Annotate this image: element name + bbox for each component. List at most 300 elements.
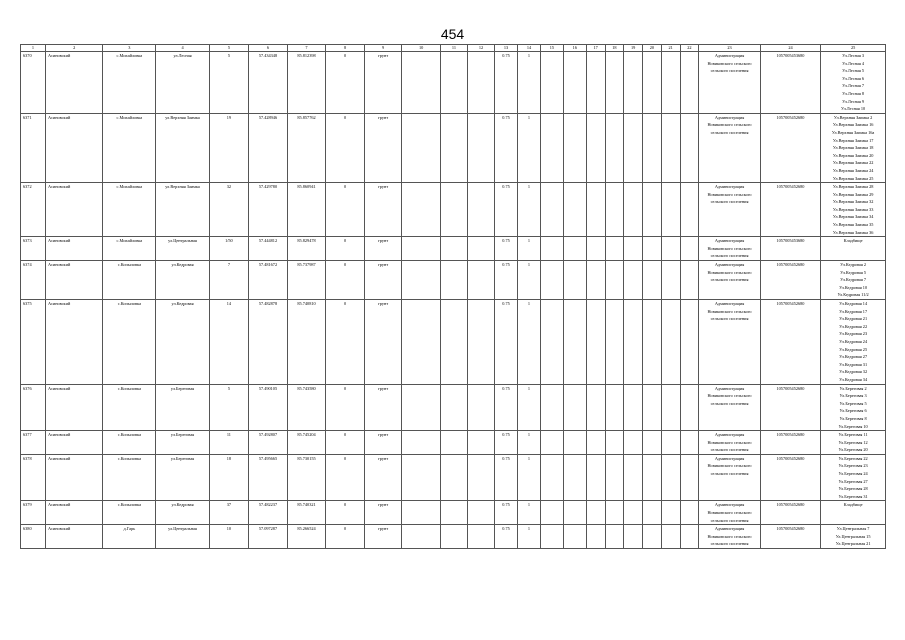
served-address: Ул.Кедровая 21 <box>839 316 868 322</box>
served-address: Ул.Кедровая 23 <box>839 331 868 337</box>
settlement-cell: с.Михайловка <box>103 237 156 261</box>
empty-cell <box>563 454 586 501</box>
count-cell: 0 <box>326 300 365 385</box>
served-address: Ул.Верхняя Заимка 17 <box>832 137 874 143</box>
surface-cell: грунт <box>364 525 402 549</box>
empty-cell <box>643 501 662 525</box>
empty-cell <box>540 501 563 525</box>
served-addresses-cell <box>821 237 886 261</box>
served-address: Ул.Кедровая 31 <box>839 361 868 367</box>
served-address: Ул.Верхняя Заимка 25 <box>832 175 874 181</box>
street-cell: ул.Береговая <box>156 431 209 455</box>
served-address: Ул.Лесная 5 <box>842 68 865 74</box>
column-number-header: 4 <box>156 45 209 52</box>
longitude-cell: 85.812398 <box>287 52 326 114</box>
owner-line: Новиковского сельского <box>707 245 752 251</box>
latitude-cell: 57.481672 <box>249 261 288 300</box>
served-address: Ул.Кедровая 5 <box>840 269 867 275</box>
owner-line: Новиковского сельского <box>707 393 752 399</box>
served-address: Ул.Верхняя Заимка 2 <box>833 114 873 120</box>
latitude-cell: 57.434348 <box>249 52 288 114</box>
empty-cell <box>540 384 563 431</box>
served-address: Ул.Верхняя Заимка 28 <box>832 184 874 190</box>
surface-cell: грунт <box>364 431 402 455</box>
column-number-header: 20 <box>643 45 662 52</box>
longitude-cell: 85.266524 <box>287 525 326 549</box>
served-address: Ул.Лесная 9 <box>842 98 865 104</box>
served-address: Ул.Береговая 23 <box>838 463 868 469</box>
street-cell: ул.Кедровая <box>156 261 209 300</box>
served-address: Ул.Береговая 3 <box>839 393 867 399</box>
owner-line: Новиковского сельского <box>707 60 752 66</box>
column-number-header: 7 <box>287 45 326 52</box>
empty-cell <box>467 261 494 300</box>
empty-cell <box>680 525 699 549</box>
surface-cell: грунт <box>364 113 402 182</box>
empty-cell <box>440 501 467 525</box>
served-address: Ул.Верхняя Заимка 16а <box>831 129 875 135</box>
column-number-header: 19 <box>624 45 643 52</box>
surface-cell: грунт <box>364 237 402 261</box>
column-number-header: 10 <box>402 45 441 52</box>
street-cell: ул.Центральная <box>156 237 209 261</box>
empty-cell <box>643 183 662 237</box>
owner-line: сельского поселения <box>710 253 749 259</box>
empty-cell <box>563 237 586 261</box>
column-number-row <box>21 45 886 52</box>
column-number-header: 6 <box>249 45 288 52</box>
served-address: Ул.Береговая 22 <box>838 455 868 461</box>
count-cell: 0 <box>326 113 365 182</box>
empty-cell <box>661 300 680 385</box>
empty-cell <box>643 52 662 114</box>
owner-line: Администрация <box>714 238 745 244</box>
table-row <box>21 501 886 525</box>
served-address: Ул.Верхняя Заимка 24 <box>832 167 874 173</box>
ogrn-cell: 1057005452680 <box>760 300 820 385</box>
empty-cell <box>467 384 494 431</box>
column-number-header: 16 <box>563 45 586 52</box>
container-count-cell: 1 <box>518 261 541 300</box>
column-number-header: 11 <box>440 45 467 52</box>
empty-cell <box>680 113 699 182</box>
empty-cell <box>624 261 643 300</box>
container-count-cell: 1 <box>518 183 541 237</box>
empty-cell <box>586 183 605 237</box>
empty-cell <box>605 454 624 501</box>
ogrn-cell: 1057005452680 <box>760 501 820 525</box>
house-cell: 7 <box>209 261 249 300</box>
longitude-cell: 85.860941 <box>287 183 326 237</box>
house-cell: 1/50 <box>209 237 249 261</box>
count-cell: 0 <box>326 384 365 431</box>
volume-cell: 0.75 <box>495 237 518 261</box>
owner-line: Администрация <box>714 184 745 190</box>
surface-cell: грунт <box>364 384 402 431</box>
row-id: 6374 <box>21 261 46 300</box>
street-cell: ул.Верхняя Заимка <box>156 113 209 182</box>
empty-cell <box>563 431 586 455</box>
empty-cell <box>586 237 605 261</box>
empty-cell <box>605 300 624 385</box>
column-number-header: 12 <box>467 45 494 52</box>
container-count-cell: 1 <box>518 431 541 455</box>
settlement-cell: с.Михайловка <box>103 183 156 237</box>
row-id: 6377 <box>21 431 46 455</box>
row-id: 6375 <box>21 300 46 385</box>
empty-cell <box>402 261 441 300</box>
empty-cell <box>661 431 680 455</box>
table-row <box>21 237 886 261</box>
served-address: Ул.Кедровая 24 <box>839 338 868 344</box>
owner-line: Администрация <box>714 301 745 306</box>
empty-cell <box>643 261 662 300</box>
ogrn-cell: 1057005452680 <box>760 113 820 182</box>
latitude-cell: 57.490105 <box>249 384 288 431</box>
served-address: Ул.Береговая 6 <box>839 408 867 414</box>
house-cell: 11 <box>209 431 249 455</box>
street-cell: ул.Береговая <box>156 454 209 501</box>
district-cell: Асиновский <box>46 525 103 549</box>
latitude-cell: 57.428946 <box>249 113 288 182</box>
latitude-cell: 57.429780 <box>249 183 288 237</box>
owner-cell <box>699 52 760 114</box>
empty-cell <box>402 525 441 549</box>
row-id: 6373 <box>21 237 46 261</box>
empty-cell <box>402 431 441 455</box>
empty-cell <box>624 52 643 114</box>
count-cell: 0 <box>326 501 365 525</box>
district-cell: Асиновский <box>46 431 103 455</box>
volume-cell: 0.75 <box>495 431 518 455</box>
empty-cell <box>680 501 699 525</box>
row-id: 6372 <box>21 183 46 237</box>
empty-cell <box>661 113 680 182</box>
empty-cell <box>467 52 494 114</box>
served-address: Ул.Береговая 5 <box>839 400 867 406</box>
empty-cell <box>680 384 699 431</box>
empty-cell <box>643 113 662 182</box>
house-cell: 18 <box>209 454 249 501</box>
empty-cell <box>624 431 643 455</box>
served-address: Ул.Лесная 3 <box>842 53 865 58</box>
served-address: Ул.Верхняя Заимка 29 <box>832 191 874 197</box>
owner-line: сельского поселения <box>710 277 749 283</box>
column-number-header: 23 <box>699 45 760 52</box>
served-address: Ул.Кедровая 25 <box>839 346 868 352</box>
owner-line: Новиковского сельского <box>707 122 752 128</box>
empty-cell <box>680 431 699 455</box>
latitude-cell: 57.097287 <box>249 525 288 549</box>
empty-cell <box>402 113 441 182</box>
empty-cell <box>605 183 624 237</box>
served-addresses-cell <box>821 113 886 182</box>
served-address: Ул.Кедровая 2 <box>840 262 867 268</box>
volume-cell: 0.75 <box>495 52 518 114</box>
owner-line: Администрация <box>714 455 745 461</box>
served-address: Ул.Верхняя Заимка 35 <box>832 222 874 228</box>
column-number-header: 25 <box>821 45 886 52</box>
owner-cell <box>699 525 760 549</box>
empty-cell <box>467 113 494 182</box>
empty-cell <box>661 384 680 431</box>
empty-cell <box>586 384 605 431</box>
empty-cell <box>440 237 467 261</box>
empty-cell <box>643 384 662 431</box>
empty-cell <box>680 261 699 300</box>
empty-cell <box>402 183 441 237</box>
container-count-cell: 1 <box>518 113 541 182</box>
row-id: 6379 <box>21 501 46 525</box>
settlement-cell: с.Копыловка <box>103 261 156 300</box>
empty-cell <box>605 431 624 455</box>
table-row <box>21 52 886 114</box>
count-cell: 0 <box>326 52 365 114</box>
empty-cell <box>586 300 605 385</box>
house-cell: 10 <box>209 525 249 549</box>
empty-cell <box>440 52 467 114</box>
column-number-header: 14 <box>518 45 541 52</box>
ogrn-cell: 1057005453680 <box>760 237 820 261</box>
empty-cell <box>563 501 586 525</box>
house-cell: 19 <box>209 113 249 182</box>
column-number-header: 24 <box>760 45 820 52</box>
owner-line: Администрация <box>714 53 745 58</box>
owner-line: сельского поселения <box>710 199 749 205</box>
owner-line: Администрация <box>714 502 745 508</box>
longitude-cell: 85.737987 <box>287 261 326 300</box>
served-address: Ул.Лесная 10 <box>841 106 866 112</box>
empty-cell <box>586 113 605 182</box>
column-number-header: 21 <box>661 45 680 52</box>
house-cell: 32 <box>209 183 249 237</box>
owner-line: Администрация <box>714 262 745 268</box>
ogrn-cell: 1057005452680 <box>760 183 820 237</box>
container-count-cell: 1 <box>518 454 541 501</box>
empty-cell <box>540 431 563 455</box>
empty-cell <box>540 525 563 549</box>
container-count-cell: 1 <box>518 384 541 431</box>
empty-cell <box>680 300 699 385</box>
volume-cell: 0.75 <box>495 525 518 549</box>
empty-cell <box>586 261 605 300</box>
served-address: Ул.Лесная 4 <box>842 60 865 66</box>
longitude-cell: 85.740321 <box>287 501 326 525</box>
table-row <box>21 261 886 300</box>
owner-line: Администрация <box>714 526 745 532</box>
empty-cell <box>402 52 441 114</box>
served-address: Ул.Центральная 7 <box>836 526 870 532</box>
served-address: Ул.Верхняя Заимка 18 <box>832 145 874 151</box>
empty-cell <box>467 300 494 385</box>
empty-cell <box>586 431 605 455</box>
empty-cell <box>680 52 699 114</box>
column-number-header: 22 <box>680 45 699 52</box>
settlement-cell: с.Копыловка <box>103 501 156 525</box>
district-cell: Асиновский <box>46 52 103 114</box>
empty-cell <box>402 300 441 385</box>
empty-cell <box>624 237 643 261</box>
owner-line: Новиковского сельского <box>707 269 752 275</box>
owner-cell <box>699 501 760 525</box>
ogrn-cell: 1057005452680 <box>760 454 820 501</box>
empty-cell <box>467 183 494 237</box>
empty-cell <box>661 261 680 300</box>
served-addresses-cell <box>821 525 886 549</box>
served-address: Ул.Лесная 6 <box>842 75 865 81</box>
container-count-cell: 1 <box>518 501 541 525</box>
longitude-cell: 85.740810 <box>287 300 326 385</box>
empty-cell <box>605 384 624 431</box>
street-cell: ул.Кедровая <box>156 501 209 525</box>
owner-line: Новиковского сельского <box>707 308 752 314</box>
served-address: Ул.Кедровая 34 <box>839 376 868 382</box>
column-number-header: 2 <box>46 45 103 52</box>
empty-cell <box>661 183 680 237</box>
column-number-header: 3 <box>103 45 156 52</box>
row-id: 6371 <box>21 113 46 182</box>
served-address: Ул.Лесная 8 <box>842 90 865 96</box>
empty-cell <box>586 454 605 501</box>
served-address: Ул.Береговая 10 <box>838 423 868 429</box>
served-address: Ул.Верхняя Заимка 20 <box>832 152 874 158</box>
empty-cell <box>440 261 467 300</box>
district-cell: Асиновский <box>46 300 103 385</box>
latitude-cell: 57.444812 <box>249 237 288 261</box>
served-address: Ул.Кедровая 32 <box>839 369 868 375</box>
owner-line: Администрация <box>714 432 745 438</box>
ogrn-cell: 1057005452680 <box>760 525 820 549</box>
district-cell: Асиновский <box>46 113 103 182</box>
table-body <box>21 52 886 549</box>
longitude-cell: 85.730155 <box>287 454 326 501</box>
served-address: Кладбище <box>843 502 863 508</box>
served-address: Ул.Кедровая 17 <box>839 308 868 314</box>
empty-cell <box>586 525 605 549</box>
empty-cell <box>540 300 563 385</box>
volume-cell: 0.75 <box>495 261 518 300</box>
empty-cell <box>624 525 643 549</box>
owner-line: Новиковского сельского <box>707 439 752 445</box>
served-address: Кладбище <box>843 238 863 244</box>
owner-cell <box>699 261 760 300</box>
owner-line: сельского поселения <box>710 541 749 547</box>
latitude-cell: 57.492807 <box>249 431 288 455</box>
empty-cell <box>643 525 662 549</box>
served-address: Ул.Верхняя Заимка 22 <box>832 160 874 166</box>
volume-cell: 0.75 <box>495 300 518 385</box>
container-count-cell: 1 <box>518 52 541 114</box>
owner-line: сельского поселения <box>710 68 749 74</box>
street-cell: ул.Верхняя Заимка <box>156 183 209 237</box>
table-row <box>21 384 886 431</box>
table-row <box>21 113 886 182</box>
house-cell: 5 <box>209 52 249 114</box>
served-address: Ул.Кедровая 10 <box>839 284 868 290</box>
owner-line: сельского поселения <box>710 517 749 523</box>
row-id: 6380 <box>21 525 46 549</box>
count-cell: 0 <box>326 237 365 261</box>
empty-cell <box>440 300 467 385</box>
district-cell: Асиновский <box>46 237 103 261</box>
owner-line: Новиковского сельского <box>707 191 752 197</box>
empty-cell <box>661 237 680 261</box>
column-number-header: 5 <box>209 45 249 52</box>
owner-line: сельского поселения <box>710 316 749 322</box>
empty-cell <box>540 261 563 300</box>
column-number-header: 13 <box>495 45 518 52</box>
district-cell: Асиновский <box>46 501 103 525</box>
served-address: Ул.Береговая 12 <box>838 439 868 445</box>
empty-cell <box>661 52 680 114</box>
street-cell: ул.Центральная <box>156 525 209 549</box>
house-cell: 14 <box>209 300 249 385</box>
empty-cell <box>624 113 643 182</box>
count-cell: 0 <box>326 183 365 237</box>
table-row <box>21 525 886 549</box>
ogrn-cell: 1057005452680 <box>760 261 820 300</box>
settlement-cell: с.Копыловка <box>103 431 156 455</box>
longitude-cell: 85.857762 <box>287 113 326 182</box>
served-address: Ул.Лесная 7 <box>842 83 865 89</box>
settlement-cell: д.Гарь <box>103 525 156 549</box>
column-number-header: 15 <box>540 45 563 52</box>
settlement-cell: с.Михайловка <box>103 52 156 114</box>
served-address: Ул.Береговая 2 <box>839 385 867 391</box>
row-id: 6376 <box>21 384 46 431</box>
empty-cell <box>563 525 586 549</box>
count-cell: 0 <box>326 431 365 455</box>
empty-cell <box>680 454 699 501</box>
served-address: Ул.Верхняя Заимка 33 <box>832 206 874 212</box>
empty-cell <box>643 454 662 501</box>
empty-cell <box>440 525 467 549</box>
served-address: Ул.Береговая 8 <box>839 415 867 421</box>
surface-cell: грунт <box>364 300 402 385</box>
table-row <box>21 454 886 501</box>
empty-cell <box>643 431 662 455</box>
district-cell: Асиновский <box>46 454 103 501</box>
served-address: Ул.Береговая 27 <box>838 478 868 484</box>
empty-cell <box>624 384 643 431</box>
empty-cell <box>540 52 563 114</box>
served-address: Ул.Береговая 20 <box>838 447 868 453</box>
empty-cell <box>563 384 586 431</box>
longitude-cell: 85.745204 <box>287 431 326 455</box>
empty-cell <box>440 454 467 501</box>
served-addresses-cell <box>821 183 886 237</box>
empty-cell <box>624 300 643 385</box>
empty-cell <box>440 431 467 455</box>
empty-cell <box>402 454 441 501</box>
served-addresses-cell <box>821 52 886 114</box>
volume-cell: 0.75 <box>495 501 518 525</box>
count-cell: 0 <box>326 261 365 300</box>
empty-cell <box>605 113 624 182</box>
volume-cell: 0.75 <box>495 183 518 237</box>
served-address: Ул.Кедровая 11/2 <box>837 292 869 298</box>
owner-line: Новиковского сельского <box>707 463 752 469</box>
served-address: Ул.Кедровая 7 <box>840 277 867 283</box>
empty-cell <box>440 183 467 237</box>
served-address: Ул.Верхняя Заимка 36 <box>832 229 874 235</box>
served-address: Ул.Кедровая 22 <box>839 323 868 329</box>
empty-cell <box>605 52 624 114</box>
district-cell: Асиновский <box>46 261 103 300</box>
settlement-cell: с.Копыловка <box>103 300 156 385</box>
surface-cell: грунт <box>364 454 402 501</box>
container-count-cell: 1 <box>518 237 541 261</box>
